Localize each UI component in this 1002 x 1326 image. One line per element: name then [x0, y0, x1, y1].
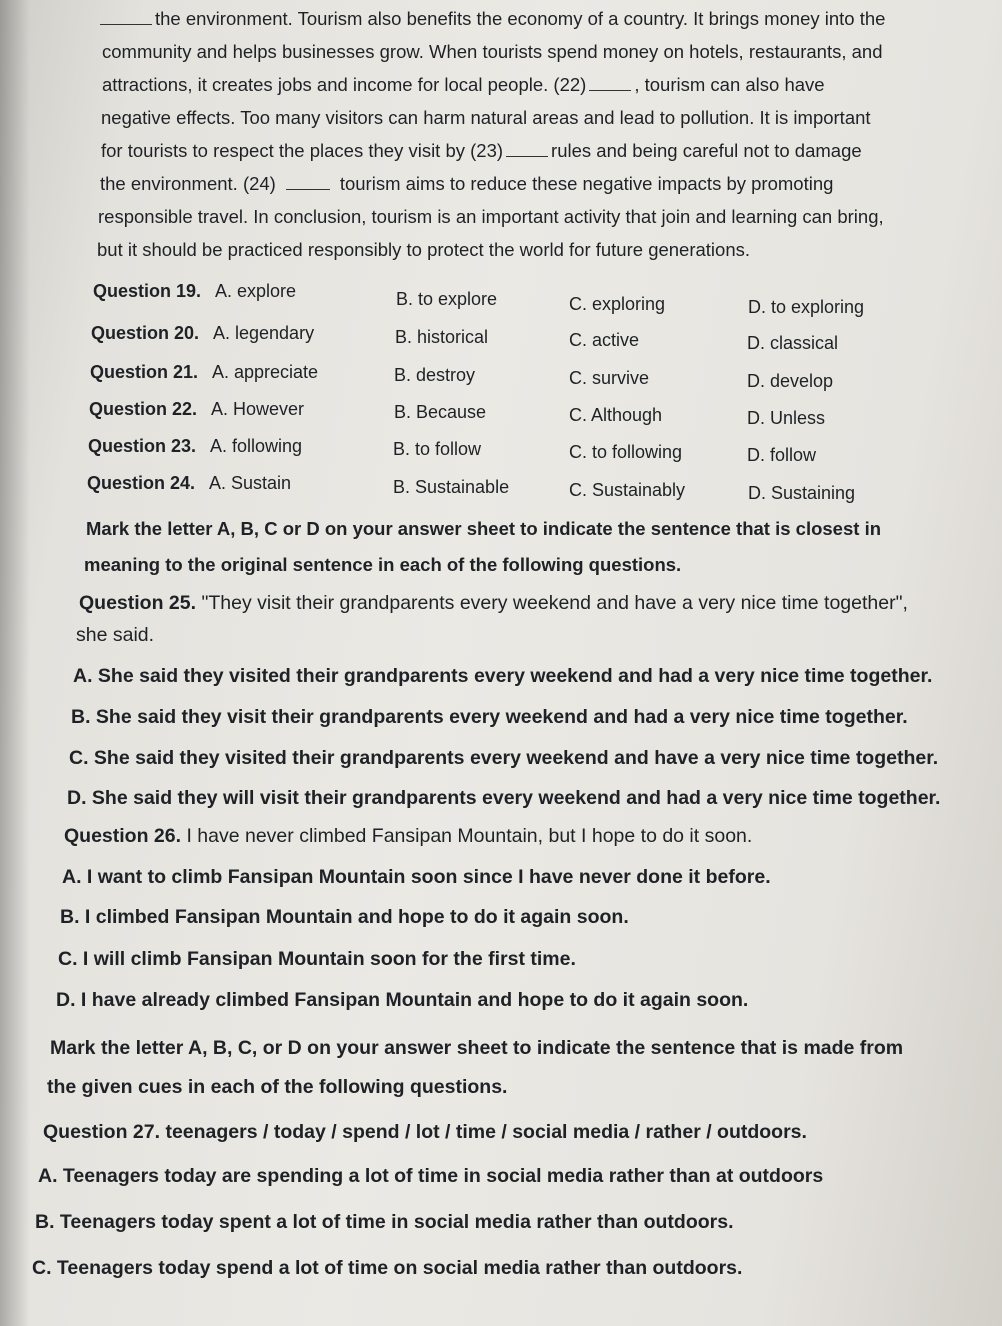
question-label: Question 27.: [43, 1121, 161, 1143]
option-d: D. develop: [747, 371, 834, 391]
q26-option-d: D. I have already climbed Fansipan Mountain and hope to do it again soon.: [56, 989, 749, 1011]
passage-line-8: but it should be practiced responsibly to protect the world for future generations.: [97, 239, 751, 260]
question-27-stem: Question 27. teenagers / today / spend / lot / time / social media / rather / outdoors.: [43, 1121, 807, 1143]
option-b: B. Because: [394, 402, 487, 422]
question-label: Question 23.: [88, 436, 197, 456]
q25-option-d: D. She said they will visit their grandparents every weekend and had a very nice time together.: [67, 787, 941, 809]
option-a: A. Sustain: [209, 473, 292, 493]
instruction-closest-meaning-1: Mark the letter A, B, C or D on your answer sheet to indicate the sentence that is closest in: [86, 518, 882, 539]
option-c: C. active: [569, 330, 640, 350]
option-a: A. following: [210, 436, 303, 456]
question-label: Question 26.: [64, 825, 182, 847]
option-a: A. However: [211, 399, 305, 419]
option-d: D. to exploring: [748, 297, 865, 317]
q26-option-b: B. I climbed Fansipan Mountain and hope to do it again soon.: [60, 906, 629, 928]
q26-option-a: A. I want to climb Fansipan Mountain soon since I have never done it before.: [62, 866, 771, 888]
option-c: C. survive: [569, 368, 650, 388]
question-label: Question 19.: [93, 281, 202, 301]
q27-option-b: B. Teenagers today spent a lot of time in social media rather than outdoors.: [35, 1211, 734, 1233]
question-25-stem-2: she said.: [76, 624, 155, 646]
passage-line-1: the environment. Tourism also benefits the economy of a country. It brings money into the: [100, 8, 885, 30]
passage-line-5: for tourists to respect the places they visit by (23) rules and being careful not to damage: [101, 140, 862, 161]
passage-line-4: negative effects. Too many visitors can harm natural areas and lead to pollution. It is important: [101, 107, 871, 128]
passage-line-7: responsible travel. In conclusion, tourism is an important activity that join and learning can bring,: [98, 206, 884, 227]
q26-option-c: C. I will climb Fansipan Mountain soon for the first time.: [58, 948, 576, 970]
question-label: Question 25.: [79, 592, 197, 614]
option-c: C. exploring: [569, 294, 666, 314]
question-label: Question 21.: [90, 362, 199, 382]
blank-23: [506, 142, 548, 157]
q27-option-a: A. Teenagers today are spending a lot of time in social media rather than at outdoors: [38, 1165, 824, 1187]
option-d: D. follow: [747, 445, 817, 465]
question-label: Question 20.: [91, 323, 200, 343]
instruction-given-cues-1: Mark the letter A, B, C, or D on your answer sheet to indicate the sentence that is made from: [50, 1037, 904, 1059]
passage-line-6: the environment. (24) tourism aims to reduce these negative impacts by promoting: [100, 173, 834, 194]
blank-line: [100, 10, 152, 25]
q25-option-c: C. She said they visited their grandparents every weekend and have a very nice time together.: [69, 747, 939, 769]
instruction-closest-meaning-2: meaning to the original sentence in each of the following questions.: [84, 554, 682, 575]
blank-24: [286, 175, 330, 190]
option-d: D. Sustaining: [748, 483, 856, 503]
question-label: Question 24.: [87, 473, 196, 493]
option-b: B. to explore: [396, 289, 498, 309]
option-b: B. historical: [395, 327, 489, 347]
passage-line-2: community and helps businesses grow. When tourists spend money on hotels, restaurants, and: [102, 41, 883, 62]
option-a: A. legendary: [213, 323, 315, 343]
q25-option-b: B. She said they visit their grandparents every weekend and had a very nice time together.: [71, 706, 908, 728]
option-d: D. Unless: [747, 408, 826, 428]
blank-22: [589, 76, 631, 91]
question-25-stem: Question 25. "They visit their grandparents every weekend and have a very nice time together",: [79, 592, 908, 614]
instruction-given-cues-2: the given cues in each of the following questions.: [47, 1076, 508, 1098]
passage-line-3: attractions, it creates jobs and income for local people. (22) , tourism can also have: [102, 74, 825, 95]
option-b: B. to follow: [393, 439, 482, 459]
option-a: A. explore: [215, 281, 297, 301]
option-c: C. Sustainably: [569, 480, 686, 500]
option-d: D. classical: [747, 333, 839, 353]
option-b: B. destroy: [394, 365, 476, 385]
question-26-stem: Question 26. I have never climbed Fansipan Mountain, but I hope to do it soon.: [64, 825, 753, 847]
option-c: C. to following: [569, 442, 683, 462]
option-a: A. appreciate: [212, 362, 319, 382]
option-b: B. Sustainable: [393, 477, 510, 497]
option-c: C. Although: [569, 405, 663, 425]
question-label: Question 22.: [89, 399, 198, 419]
q27-option-c: C. Teenagers today spend a lot of time on social media rather than outdoors.: [32, 1257, 743, 1279]
q25-option-a: A. She said they visited their grandparents every weekend and had a very nice time together.: [73, 665, 933, 687]
